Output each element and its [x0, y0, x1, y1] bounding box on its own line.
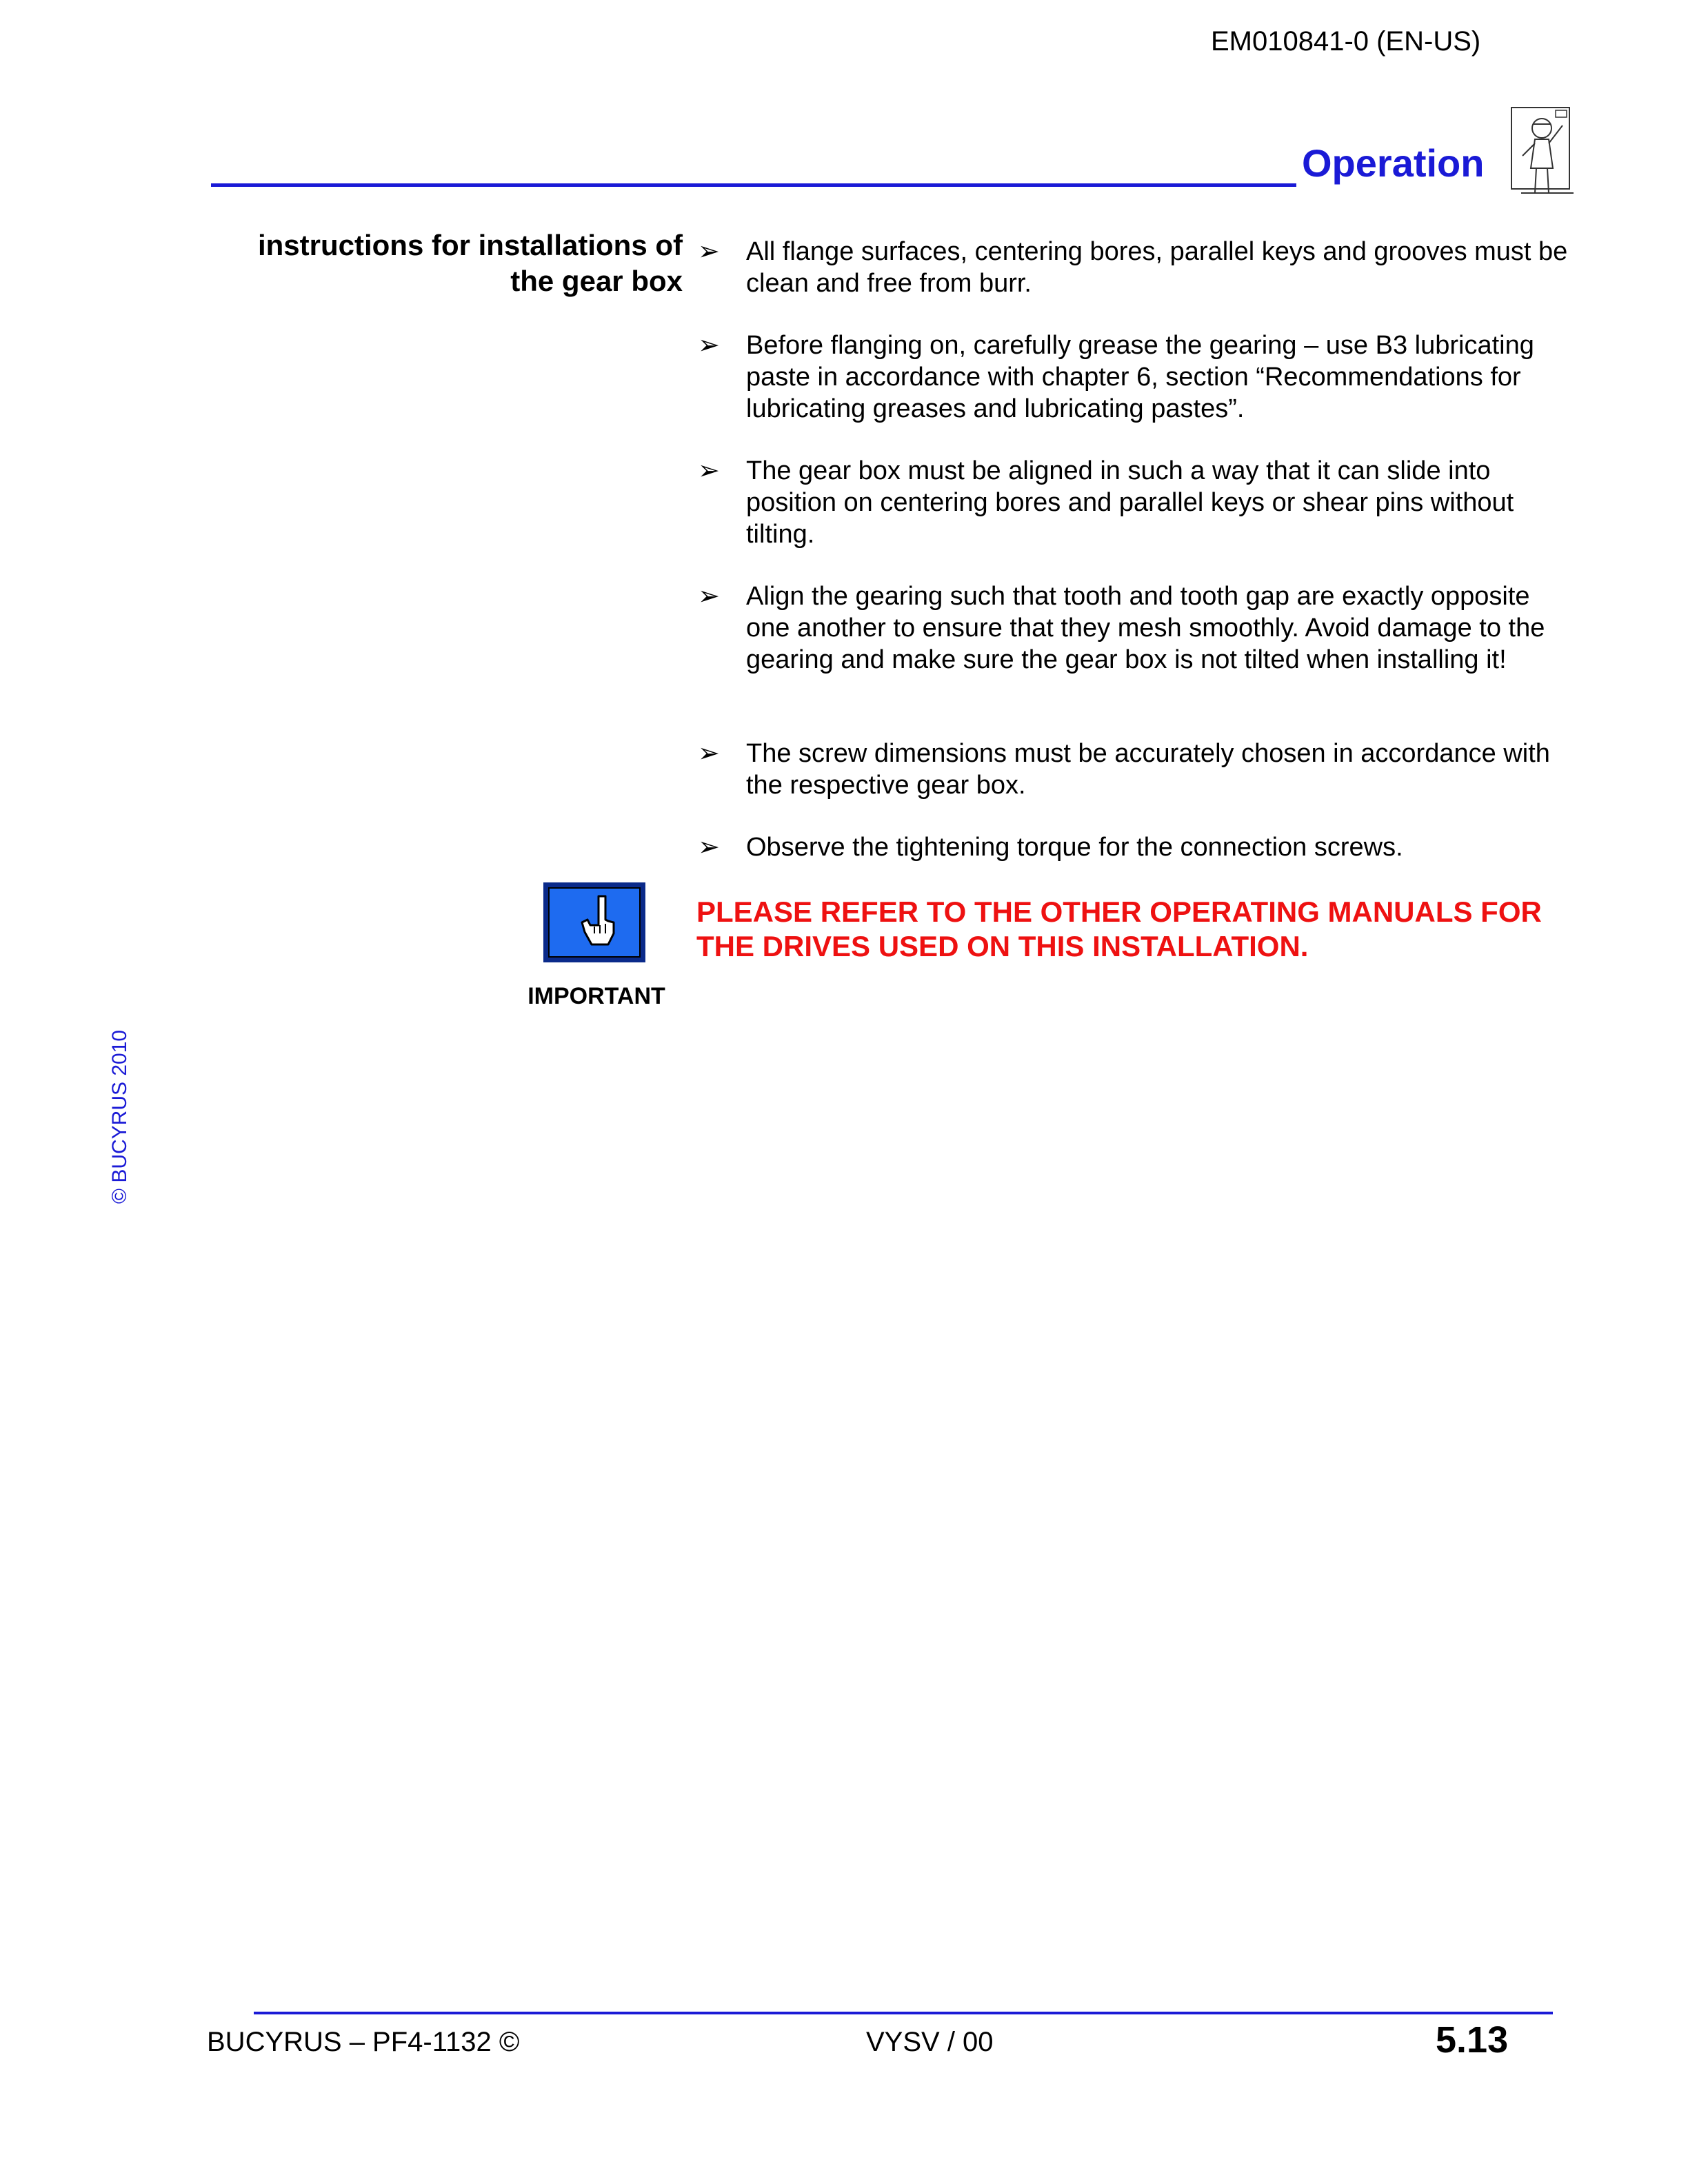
- bullet-arrow-icon: ➢: [698, 237, 720, 266]
- bullet-arrow-icon: ➢: [698, 331, 720, 360]
- document-id: EM010841-0 (EN-US): [1211, 26, 1481, 57]
- list-item-text: The screw dimensions must be accurately chosen in accordance with the respective gear box.: [746, 739, 1550, 800]
- bullet-arrow-icon: ➢: [698, 833, 720, 862]
- bullet-arrow-icon: ➢: [698, 739, 720, 768]
- list-item-text: The gear box must be aligned in such a way that it can slide into position on centering bores and parallel keys or shear pins without tilting.: [746, 456, 1514, 549]
- footer-rule: [254, 2012, 1553, 2014]
- bullet-arrow-icon: ➢: [698, 582, 720, 611]
- copyright-note: © BUCYRUS 2010: [108, 1029, 131, 1204]
- list-item-text: Observe the tightening torque for the connection screws.: [746, 833, 1403, 862]
- list-item-text: Align the gearing such that tooth and tooth gap are exactly opposite one another to ensure that they mesh smoothly. Avoid damage to the gearing and make sure the gear box is not tilted when installing it!: [746, 582, 1545, 674]
- pointing-finger-icon: [542, 881, 647, 964]
- important-notice: PLEASE REFER TO THE OTHER OPERATING MANUALS FOR THE DRIVES USED ON THIS INSTALLATION.: [696, 896, 1542, 962]
- list-item-text: Before flanging on, carefully grease the gearing – use B3 lubricating paste in accordance with chapter 6, section “Recommendations for lubricating greases and lubricating pastes”.: [746, 331, 1534, 423]
- page-number: 5.13: [1436, 2019, 1509, 2061]
- section-title: Operation: [1302, 141, 1485, 185]
- operator-figure-icon: [1507, 105, 1576, 201]
- bullet-arrow-icon: ➢: [698, 456, 720, 485]
- important-label: IMPORTANT: [528, 983, 665, 1009]
- list-item-text: All flange surfaces, centering bores, parallel keys and grooves must be clean and free from burr.: [746, 237, 1568, 298]
- header-rule: [211, 183, 1296, 187]
- footer-doc-ref: BUCYRUS – PF4-1132 ©: [207, 2027, 520, 2057]
- footer-version: VYSV / 00: [866, 2027, 994, 2057]
- side-heading: instructions for installations of the gear box: [257, 229, 683, 297]
